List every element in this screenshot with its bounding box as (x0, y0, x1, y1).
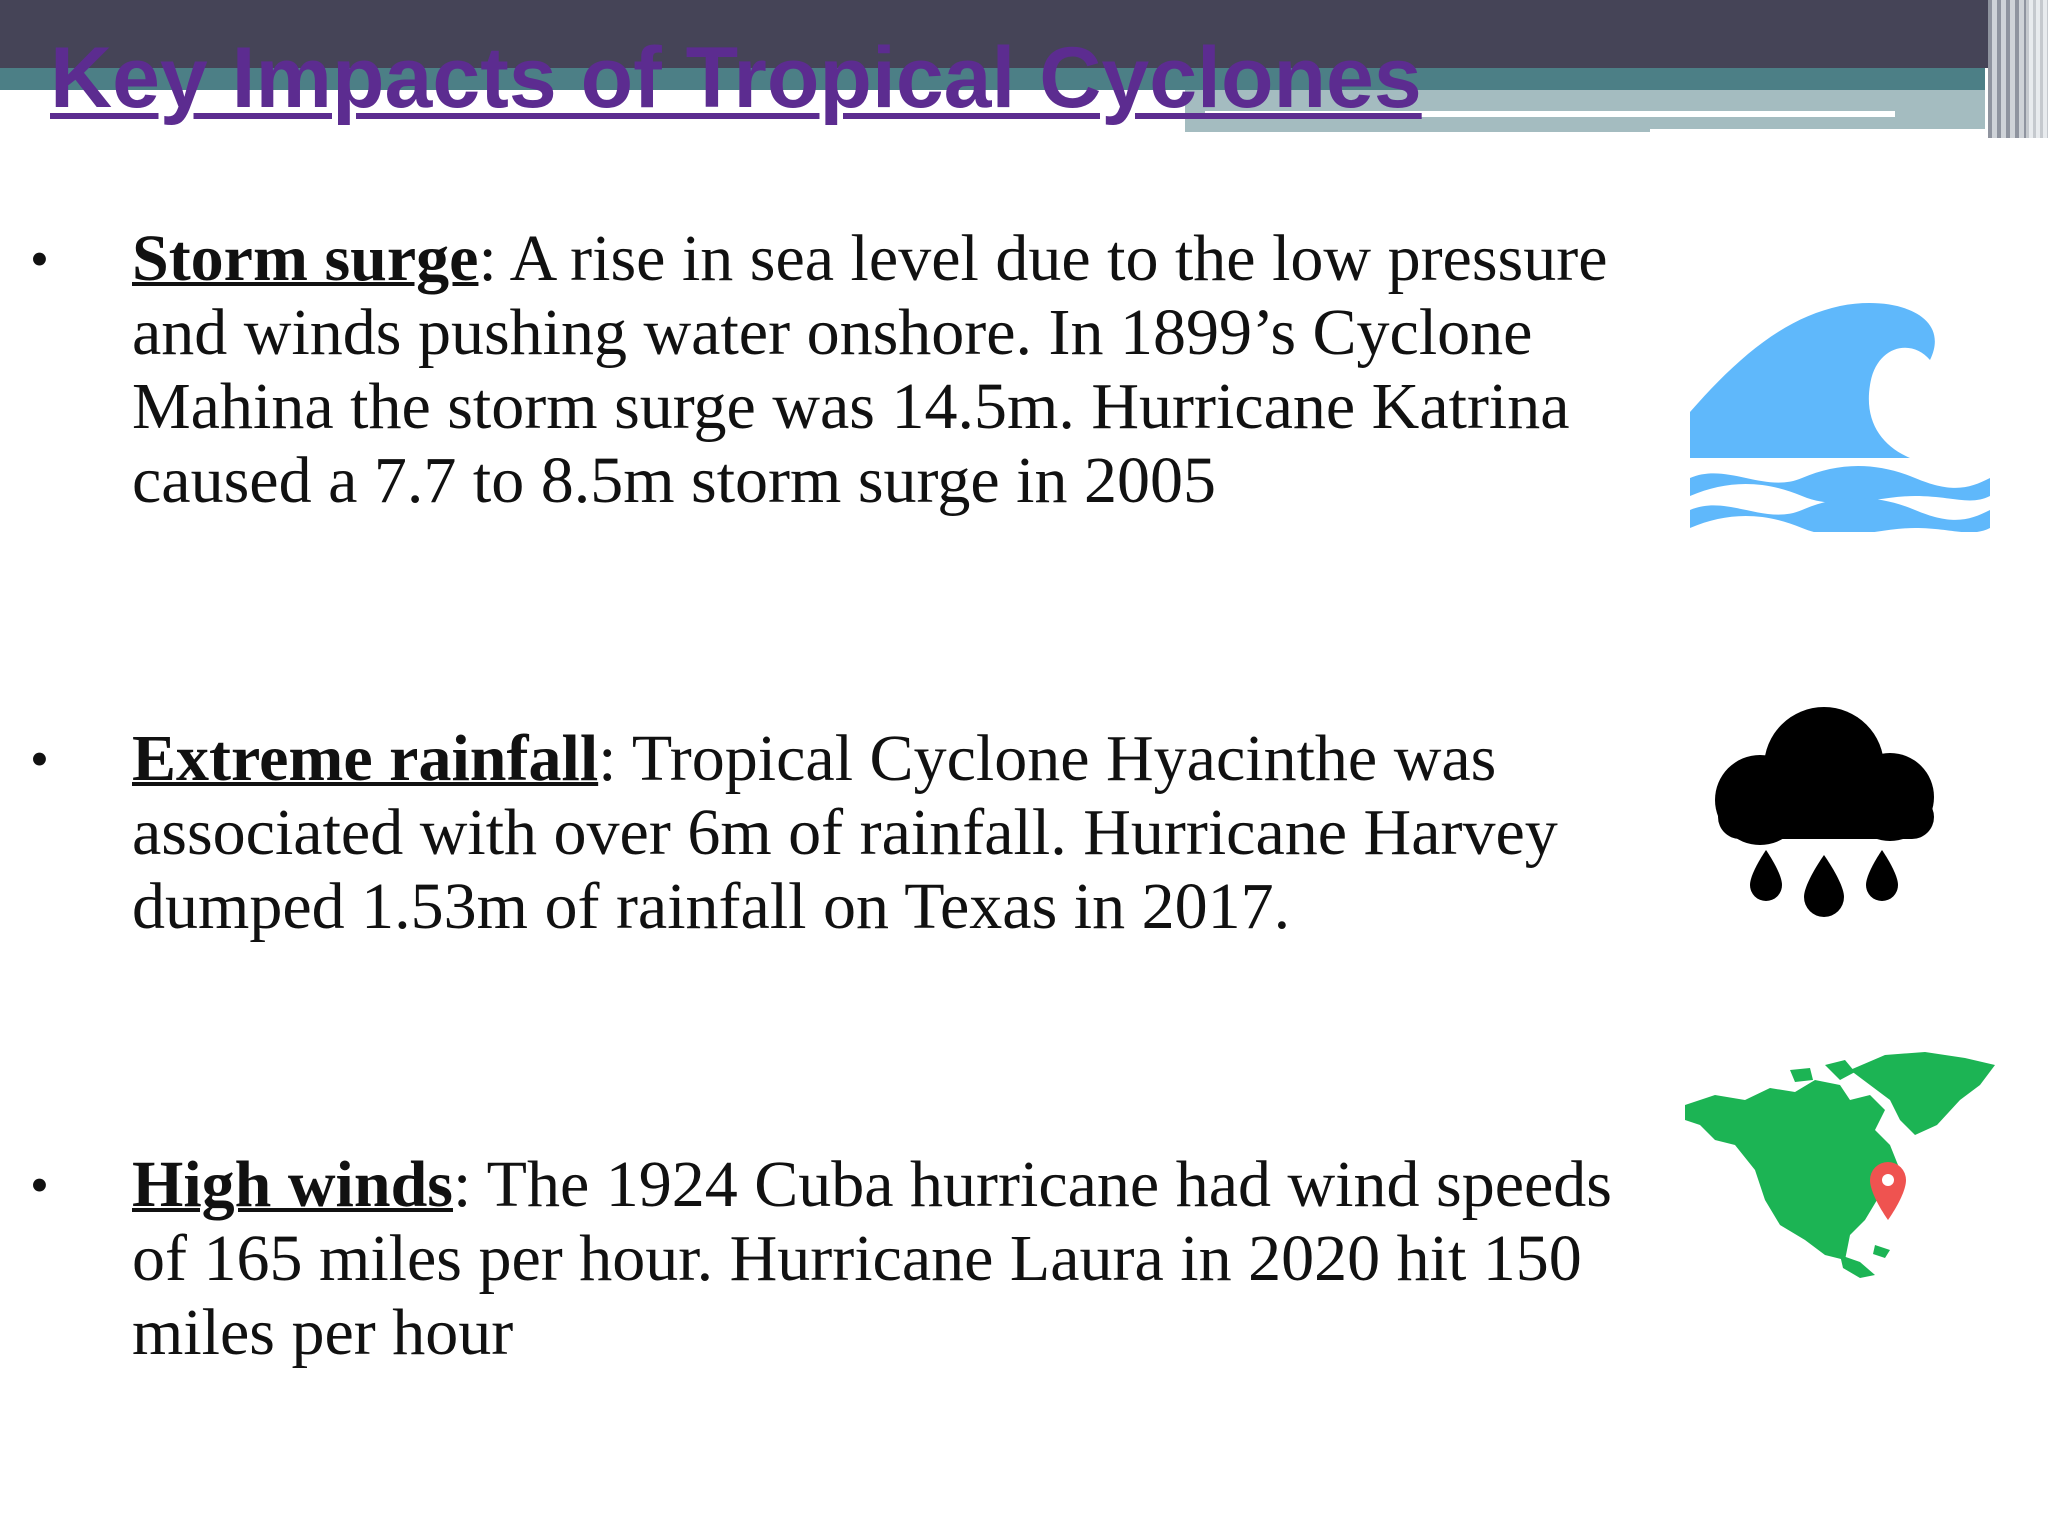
bullet-text (132, 722, 1642, 944)
bullet-term: Storm surge (132, 222, 479, 295)
bullet-term: Extreme rainfall (132, 722, 599, 795)
bullet-description: : A rise in sea level due to the low pressure and winds pushing water onshore. In 1899’s Cyclone Mahina the storm surge was 14.5m. Hurricane Katrina caused a 7.7 to 8.5m storm surge in 2005 (132, 222, 1608, 517)
bullet-description: : The 1924 Cuba hurricane had wind speeds of 165 miles per hour. Hurricane Laura in 2020 hit 150 miles per hour (132, 1148, 1612, 1369)
bullet-text (132, 1148, 1642, 1370)
bullet-dot: • (30, 729, 49, 789)
bullet-term: High winds (132, 1148, 453, 1221)
slide-title: Key Impacts of Tropical Cyclones (50, 30, 1422, 126)
bullet-dot: • (30, 229, 49, 289)
bullet-text (132, 222, 1642, 518)
bullet-description: : Tropical Cyclone Hyacinthe was associated with over 6m of rainfall. Hurricane Harvey dumped 1.53m of rainfall on Texas in 2017. (132, 722, 1558, 943)
bullet-dot: • (30, 1155, 49, 1215)
rain-cloud-icon (1708, 705, 1940, 920)
wave-icon (1690, 300, 1990, 532)
north-america-map-icon (1675, 1050, 2000, 1280)
